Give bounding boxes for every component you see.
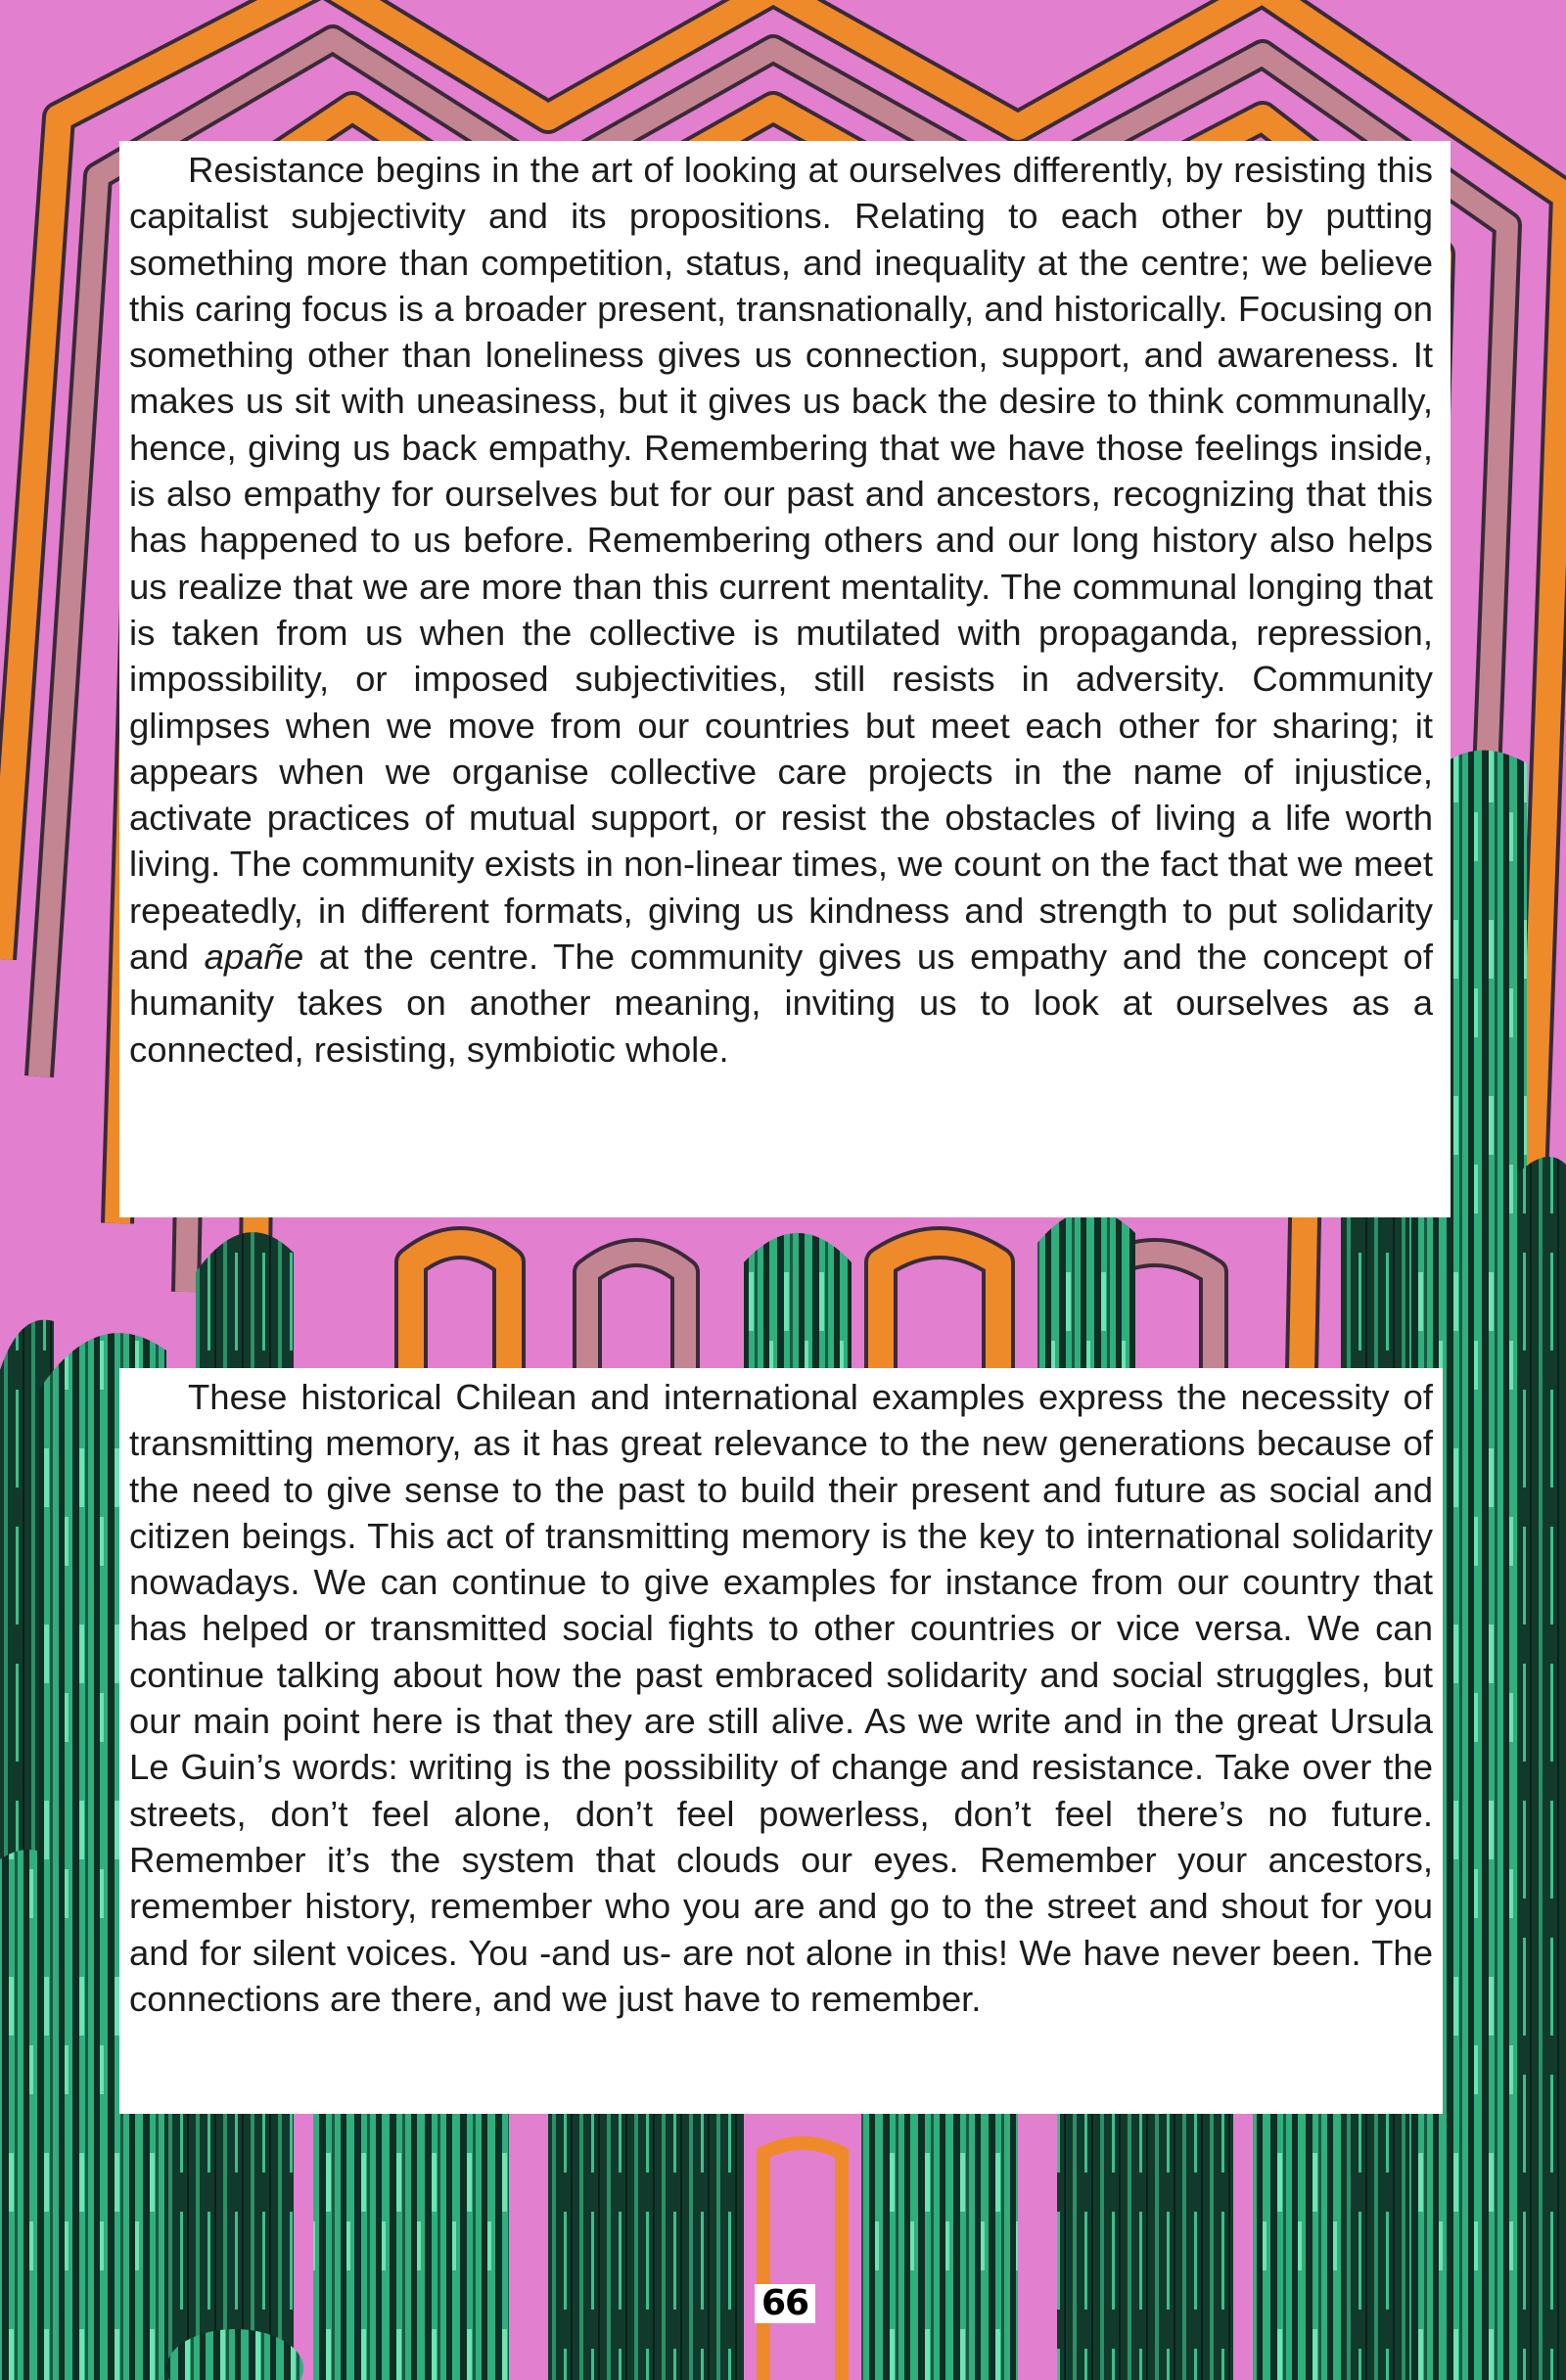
paragraph-resistance-ending: at the centre. The community gives us empathy and the concept of humanity takes on another meaning, inviting us to look at ourselves as a connected, resisting, symbiotic whole. [129, 937, 1433, 1070]
paragraph-memory: These historical Chilean and international examples express the necessity of transmitting memory, as it has great relevance to the new generations because of the need to give sense to the past to build their present and future as social and citizen beings. This act of transmitting memory is the key to international solidarity nowadays. We can continue to give examples for instance from our country that has helped or transmitted social fights to other countries or vice versa. We can continue talking about how the past embraced solidarity and social struggles, but our main point here is that they are still alive. As we write and in the great Ursula Le Guin’s words: writing is the possibility of change and resistance. Take over the streets, don’t feel alone, don’t feel powerless, don’t feel there’s no future. Remember it’s the system that clouds our eyes. Remember your ancestors, remember history, remember who you are and go to the street and shout for you and for silent voices. You -and us- are not alone in this! We have never been. The connections are there, and we just have to remember. [129, 1377, 1433, 2019]
italic-word-apane: apañe [204, 937, 304, 978]
paragraph-resistance-text: Resistance begins in the art of looking at ourselves differently, by resisting this capitalist subjectivity and its propositions. Relating to each other by putting something more than competition, status, and inequality at the centre; we believe this caring focus is a broader present, transnationally, and historically. Focusing on something other than loneliness gives us connection, support, and awareness. It makes us sit with uneasiness, but it gives us back the desire to think communally, hence, giving us back empathy. Remembering that we have those feelings inside, is also empathy for ourselves but for our past and ancestors, recognizing that this has happened to us before. Remembering others and our long history also helps us realize that we are more than this current mentality. The communal longing that is taken from us when the collective is mutilated with propaganda, repression, impossibility, or imposed subjectivities, still resists in adversity. Community glimpses when we move from our countries but meet each other for sharing; it appears when we organise collective care projects in the name of injustice, activate practices of mutual support, or resist the obstacles of living a life worth living. The community exists in non-linear times, we count on the fact that we meet repeatedly, in different formats, giving us kindness and strength to put solidarity and [129, 150, 1433, 978]
text-block-memory [119, 1368, 1443, 2114]
paragraph-resistance [129, 147, 1433, 1073]
text-block-resistance [119, 141, 1451, 1217]
page-number: 66 [755, 2284, 815, 2323]
